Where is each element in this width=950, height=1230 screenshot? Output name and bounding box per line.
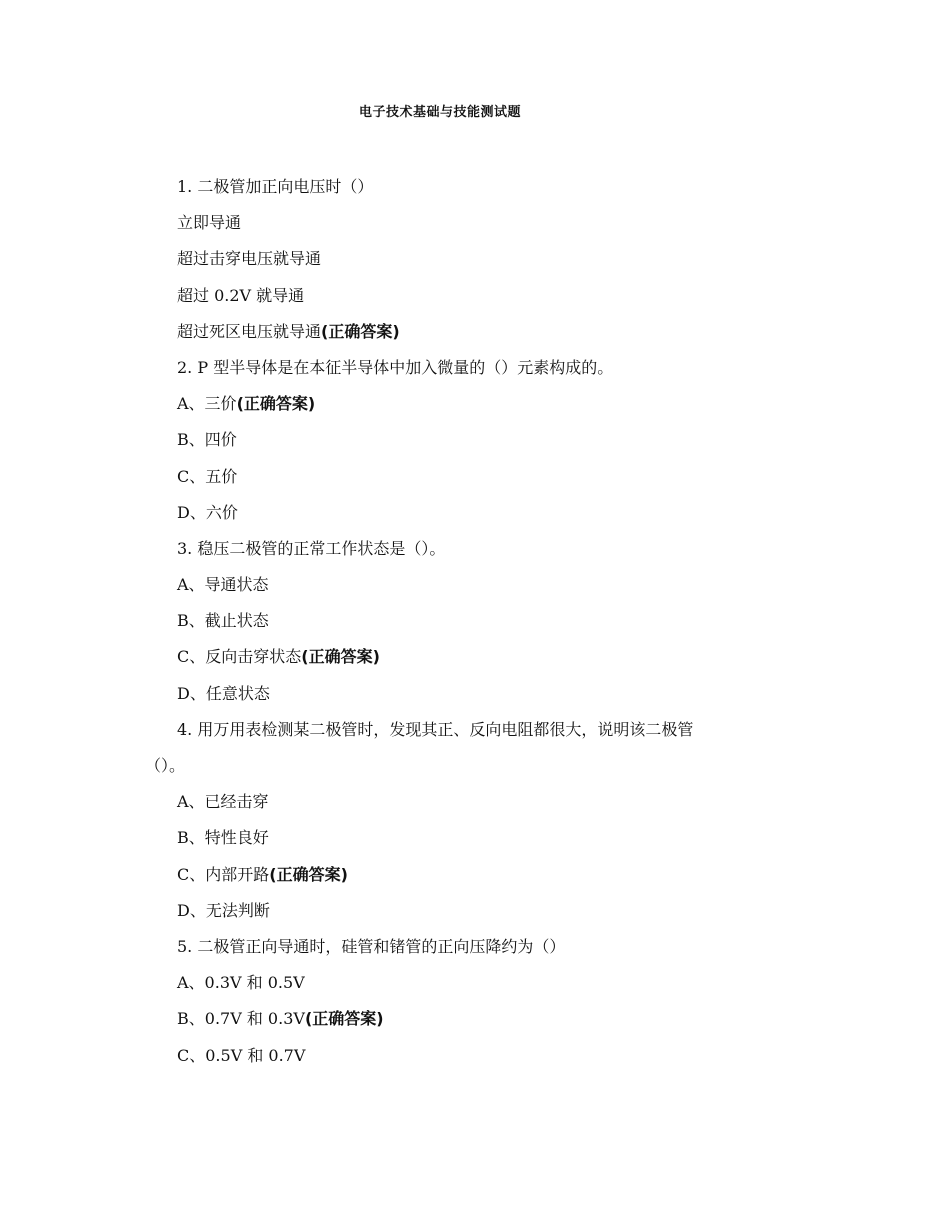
answer-option	[177, 1038, 817, 1074]
answer-option	[177, 422, 817, 458]
line-text: 立即导通	[177, 213, 242, 233]
answer-option	[177, 965, 817, 1001]
correct-answer-mark: (正确答案)	[321, 321, 400, 341]
answer-option	[177, 386, 817, 422]
line-text: C、五价	[177, 466, 238, 486]
line-text: 5. 二极管正向导通时，硅管和锗管的正向压降约为（）	[177, 936, 566, 956]
line-text: A、导通状态	[177, 575, 269, 595]
question-list	[145, 169, 817, 1074]
answer-option	[177, 314, 817, 350]
answer-option	[177, 857, 817, 893]
answer-option	[177, 820, 817, 856]
line-text: 超过击穿电压就导通	[177, 249, 322, 269]
answer-option	[177, 603, 817, 639]
correct-answer-mark: (正确答案)	[304, 1009, 384, 1029]
line-text: 超过 0.2V 就导通	[177, 285, 305, 305]
line-text: 2. P 型半导体是在本征半导体中加入微量的（）元素构成的。	[177, 357, 614, 377]
line-text: D、任意状态	[177, 683, 270, 703]
answer-option	[177, 676, 817, 712]
line-text: 1. 二极管加正向电压时（）	[177, 177, 374, 196]
question-stem	[177, 531, 817, 567]
line-text: （）。	[145, 756, 186, 775]
answer-option	[177, 459, 817, 495]
answer-option	[177, 1001, 817, 1037]
answer-option	[177, 278, 817, 314]
line-text: D、六价	[177, 502, 238, 522]
line-text: A、0.3V 和 0.5V	[177, 973, 305, 993]
question-stem	[177, 350, 817, 386]
line-text: B、四价	[177, 430, 237, 450]
line-text: B、0.7V 和 0.3V	[177, 1009, 305, 1029]
question-stem	[177, 169, 817, 205]
question-stem	[177, 929, 817, 965]
line-text: 3. 稳压二极管的正常工作状态是（）。	[177, 538, 446, 558]
line-text: A、已经击穿	[177, 792, 269, 812]
answer-option	[177, 639, 817, 675]
line-text: C、内部开路	[177, 864, 270, 884]
answer-option	[177, 567, 817, 603]
document-title: 电子技术基础与技能测试题	[358, 105, 521, 120]
correct-answer-mark: (正确答案)	[236, 394, 316, 414]
question-stem	[177, 712, 817, 748]
line-text: A、三价	[177, 394, 237, 414]
answer-option	[177, 205, 817, 241]
line-text: 4. 用万用表检测某二极管时，发现其正、反向电阻都很大，说明该二极管	[177, 719, 694, 739]
answer-option	[177, 241, 817, 277]
question-stem-continuation	[145, 748, 817, 784]
line-text: C、0.5V 和 0.7V	[177, 1045, 306, 1065]
answer-option	[177, 495, 817, 531]
line-text: B、特性良好	[177, 828, 269, 848]
line-text: B、截止状态	[177, 611, 269, 631]
answer-option	[177, 784, 817, 820]
line-text: D、无法判断	[177, 900, 270, 920]
correct-answer-mark: (正确答案)	[269, 864, 348, 884]
correct-answer-mark: (正确答案)	[301, 647, 380, 667]
line-text: C、反向击穿状态	[177, 647, 302, 667]
line-text: 超过死区电压就导通	[177, 321, 322, 341]
answer-option	[177, 893, 817, 929]
